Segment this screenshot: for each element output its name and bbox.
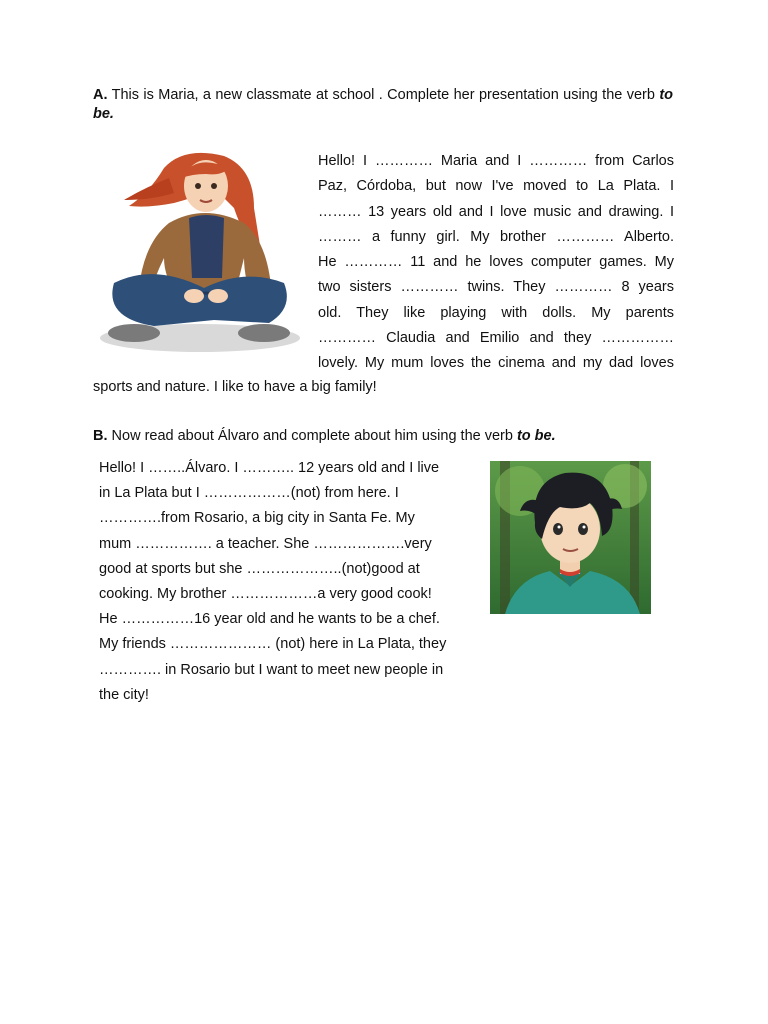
text-line: old. They like playing with dolls. My parents <box>318 304 674 321</box>
maria-presentation-text <box>318 149 674 377</box>
text-line: He ……………16 year old and he wants to be a chef. <box>99 611 440 628</box>
section-a-instruction-text: This is Maria, a new classmate at school . Complete her presentation using the verb <box>107 87 660 103</box>
section-b-instruction <box>93 427 673 446</box>
text-line: My friends ………………… (not) here in La Plata, they <box>99 636 447 653</box>
text-line: ……… 13 years old and I love music and drawing. I <box>318 203 674 220</box>
text-line: ……… a funny girl. My brother ………… Alberto. <box>318 228 674 245</box>
section-a-verb: to be. <box>93 87 673 122</box>
text-line: lovely. My mum loves the cinema and my dad loves <box>318 355 674 372</box>
section-a-letter: A. <box>93 87 108 103</box>
text-line: Paz, Córdoba, but now I've moved to La Plata. I <box>318 178 674 195</box>
section-b-letter: B. <box>93 428 108 444</box>
text-line: mum ……………. a teacher. She ……………….very <box>99 535 432 552</box>
section-a-instruction <box>93 86 673 124</box>
alvaro-text <box>99 456 484 708</box>
text-line: ………….from Rosario, a big city in Santa Fe. My <box>99 510 415 527</box>
text-line: Hello! I ……..Álvaro. I ……….. 12 years old and I live <box>99 460 440 476</box>
maria-illustration <box>94 148 306 358</box>
section-b-instruction-text: Now read about Álvaro and complete about him using the verb <box>107 428 517 444</box>
text-line: He ………… 11 and he loves computer games. My <box>318 254 674 271</box>
text-line: two sisters ………… twins. They ………… 8 years <box>318 279 674 296</box>
text-line: Hello! I ………… Maria and I ………… from Carlos <box>318 153 674 169</box>
text-line: good at sports but she ………………..(not)good at <box>99 560 420 577</box>
text-line: in La Plata but I ………………(not) from here. I <box>99 485 399 502</box>
maria-text-last-line: sports and nature. I like to have a big family! <box>93 379 377 395</box>
text-line: ………… Claudia and Emilio and they …………… <box>318 330 674 347</box>
text-line: cooking. My brother ………………a very good cook! <box>99 586 432 603</box>
text-line: …………. in Rosario but I want to meet new people in <box>99 661 444 678</box>
alvaro-illustration <box>490 461 651 614</box>
section-b-verb: to be. <box>516 428 556 444</box>
text-line: the city! <box>99 686 149 703</box>
